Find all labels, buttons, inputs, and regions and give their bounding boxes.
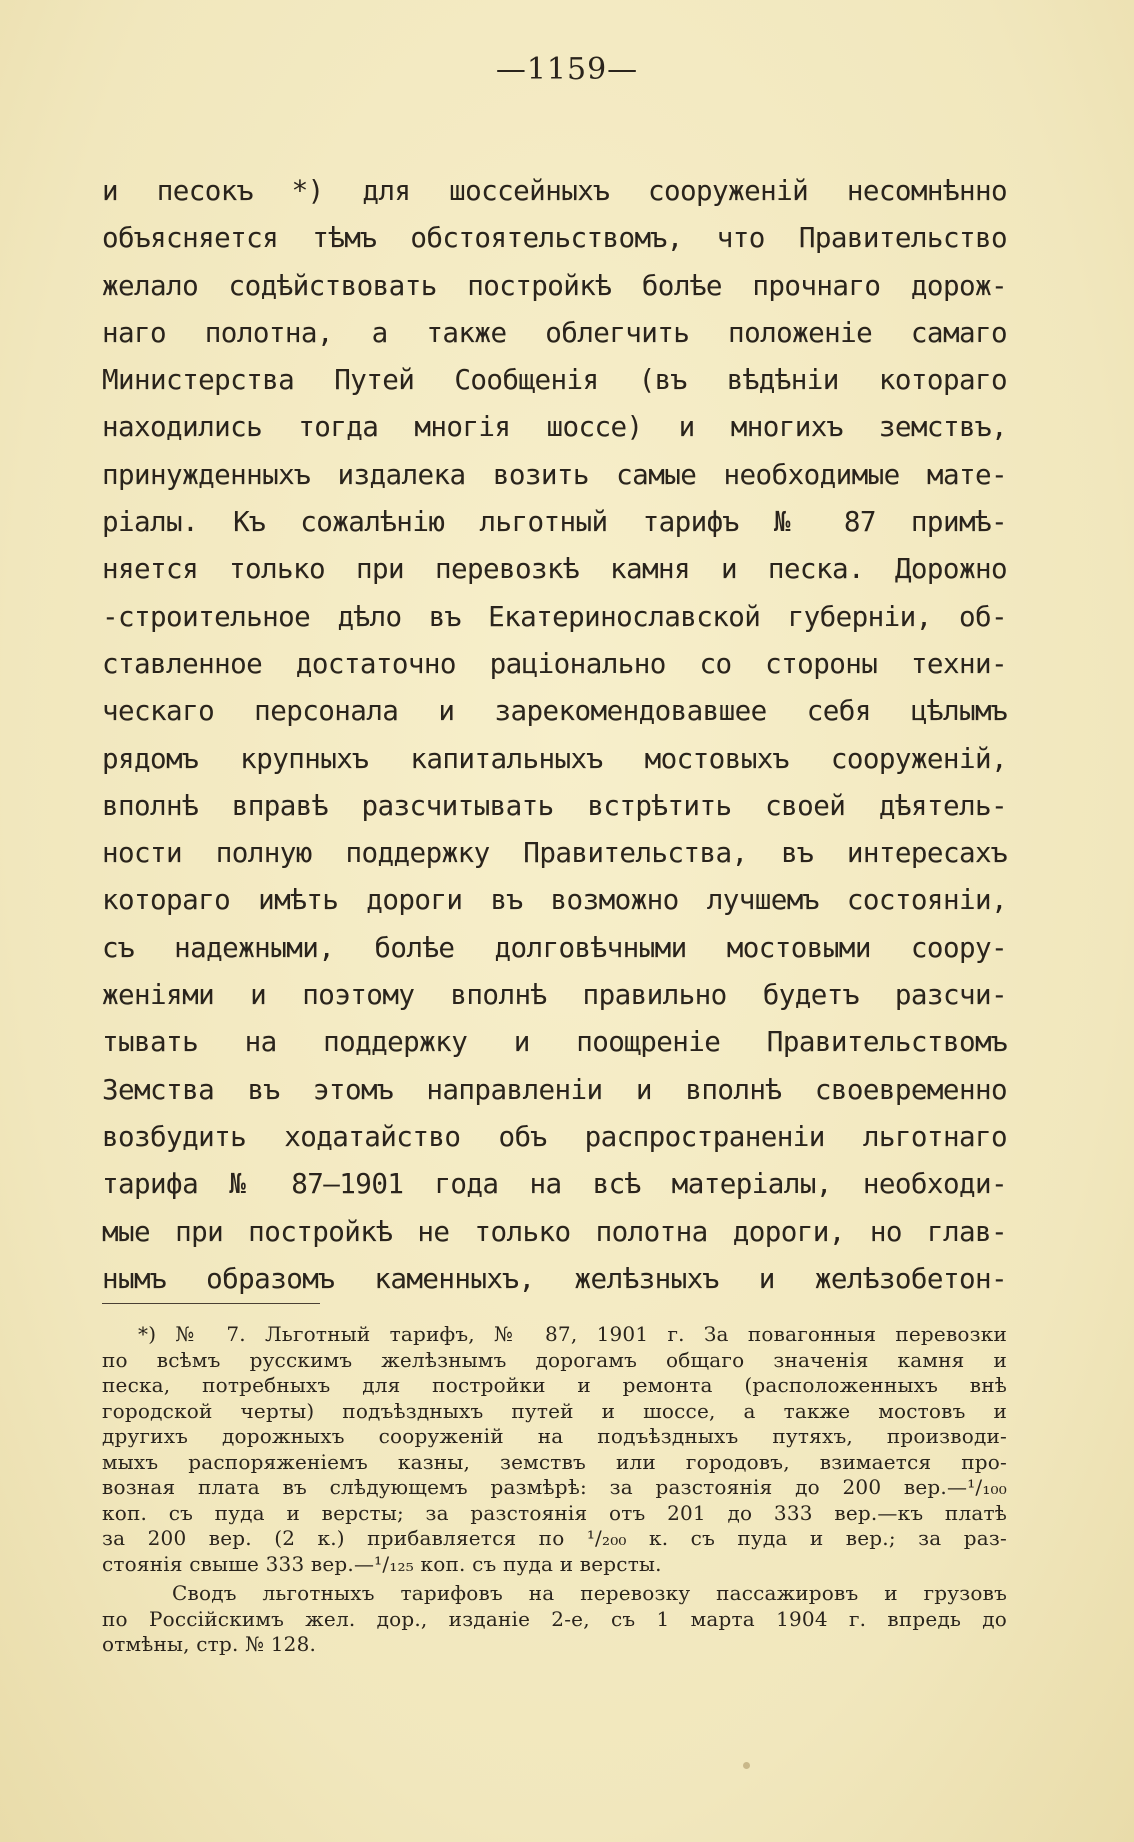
source-line: Сводъ льготныхъ тарифовъ на перевозку пассажировъ и грузовъ xyxy=(172,1581,1007,1605)
body-line: нымъ образомъ каменныхъ, желѣзныхъ и желѣзобетон- xyxy=(102,1261,1007,1295)
body-line: тарифа № 87—1901 года на всѣ матеріалы, необходи- xyxy=(102,1167,1007,1201)
body-line: объясняется тѣмъ обстоятельствомъ, что Правительство xyxy=(102,221,1007,255)
footnote-line: по всѣмъ русскимъ желѣзнымъ дорогамъ общаго значенія камня и xyxy=(102,1347,1007,1372)
body-line: котораго имѣть дороги въ возможно лучшемъ состояніи, xyxy=(102,883,1007,917)
source-line: отмѣны, стр. № 128. xyxy=(102,1632,317,1656)
body-line: находились тогда многія шоссе) и многихъ земствъ, xyxy=(102,410,1007,444)
body-line: ческаго персонала и зарекомендовавшее себя цѣлымъ xyxy=(102,694,1007,728)
footnote-line: другихъ дорожныхъ сооруженій на подъѣздныхъ путяхъ, производи- xyxy=(102,1424,1007,1448)
body-line: рядомъ крупныхъ капитальныхъ мостовыхъ сооруженій, xyxy=(102,741,1007,775)
body-line: возбудить ходатайство объ распространеніи льготнаго xyxy=(102,1119,1007,1153)
footnote-line: мыхъ распоряженіемъ казны, земствъ или городовъ, взимается про- xyxy=(102,1449,1007,1474)
body-line: Земства въ этомъ направленіи и вполнѣ своевременно xyxy=(102,1072,1007,1106)
body-line: -строительное дѣло въ Екатеринославской губерніи, об- xyxy=(102,599,1007,633)
body-line: женіями и поэтому вполнѣ правильно будетъ разсчи- xyxy=(102,978,1007,1012)
body-line: вполнѣ вправѣ разсчитывать встрѣтить своей дѣятель- xyxy=(102,788,1007,822)
page-number: —1159— xyxy=(495,52,639,87)
body-line: ности полную поддержку Правительства, въ интересахъ xyxy=(102,836,1007,870)
body-line: желало содѣйствовать постройкѣ болѣе прочнаго дорож- xyxy=(102,268,1007,302)
body-line: тывать на поддержку и поощреніе Правительствомъ xyxy=(102,1025,1007,1059)
body-line: Министерства Путей Сообщенія (въ вѣдѣніи котораго xyxy=(102,363,1007,397)
footnote-divider xyxy=(102,1303,320,1304)
source-reference xyxy=(102,1581,1007,1658)
paper-speck xyxy=(743,1762,750,1769)
footnote-line: *) № 7. Льготный тарифъ, № 87, 1901 г. За повагонныя перевозки xyxy=(138,1322,1007,1346)
footnote-line: песка, потребныхъ для постройки и ремонта (расположенныхъ внѣ xyxy=(102,1373,1007,1397)
source-line: по Россійскимъ жел. дор., изданіе 2-е, съ 1 марта 1904 г. впредь до xyxy=(102,1606,1007,1631)
body-line: ріалы. Къ сожалѣнію льготный тарифъ № 87 примѣ- xyxy=(102,505,1007,539)
footnote-line: возная плата въ слѣдующемъ размѣрѣ: за разстоянія до 200 вер.—¹/₁₀₀ xyxy=(102,1475,1007,1499)
body-line: съ надежными, болѣе долговѣчными мостовыми соору- xyxy=(102,930,1007,964)
body-line: наго полотна, а также облегчить положеніе самаго xyxy=(102,315,1007,349)
body-line: мые при постройкѣ не только полотна дороги, но глав- xyxy=(102,1214,1007,1248)
body-text xyxy=(102,167,1007,1302)
footnote-line: за 200 вер. (2 к.) прибавляется по ¹/₂₀₀ к. съ пуда и вер.; за раз- xyxy=(102,1526,1007,1550)
body-line: ставленное достаточно раціонально со стороны техни- xyxy=(102,646,1007,680)
footnote-line: стоянія свыше 333 вер.—¹/₁₂₅ коп. съ пуда и версты. xyxy=(102,1551,662,1576)
body-line: и песокъ *) для шоссейныхъ сооруженій несомнѣнно xyxy=(102,174,1007,207)
body-line: няется только при перевозкѣ камня и песка. Дорожно xyxy=(102,552,1007,586)
footnote-line: городской черты) подъѣздныхъ путей и шоссе, а также мостовъ и xyxy=(102,1398,1007,1423)
footnote xyxy=(102,1322,1007,1577)
footnote-line: коп. съ пуда и версты; за разстоянія отъ 201 до 333 вер.—къ платѣ xyxy=(102,1500,1007,1525)
body-line: принужденныхъ издалека возить самые необходимые мате- xyxy=(102,457,1007,491)
